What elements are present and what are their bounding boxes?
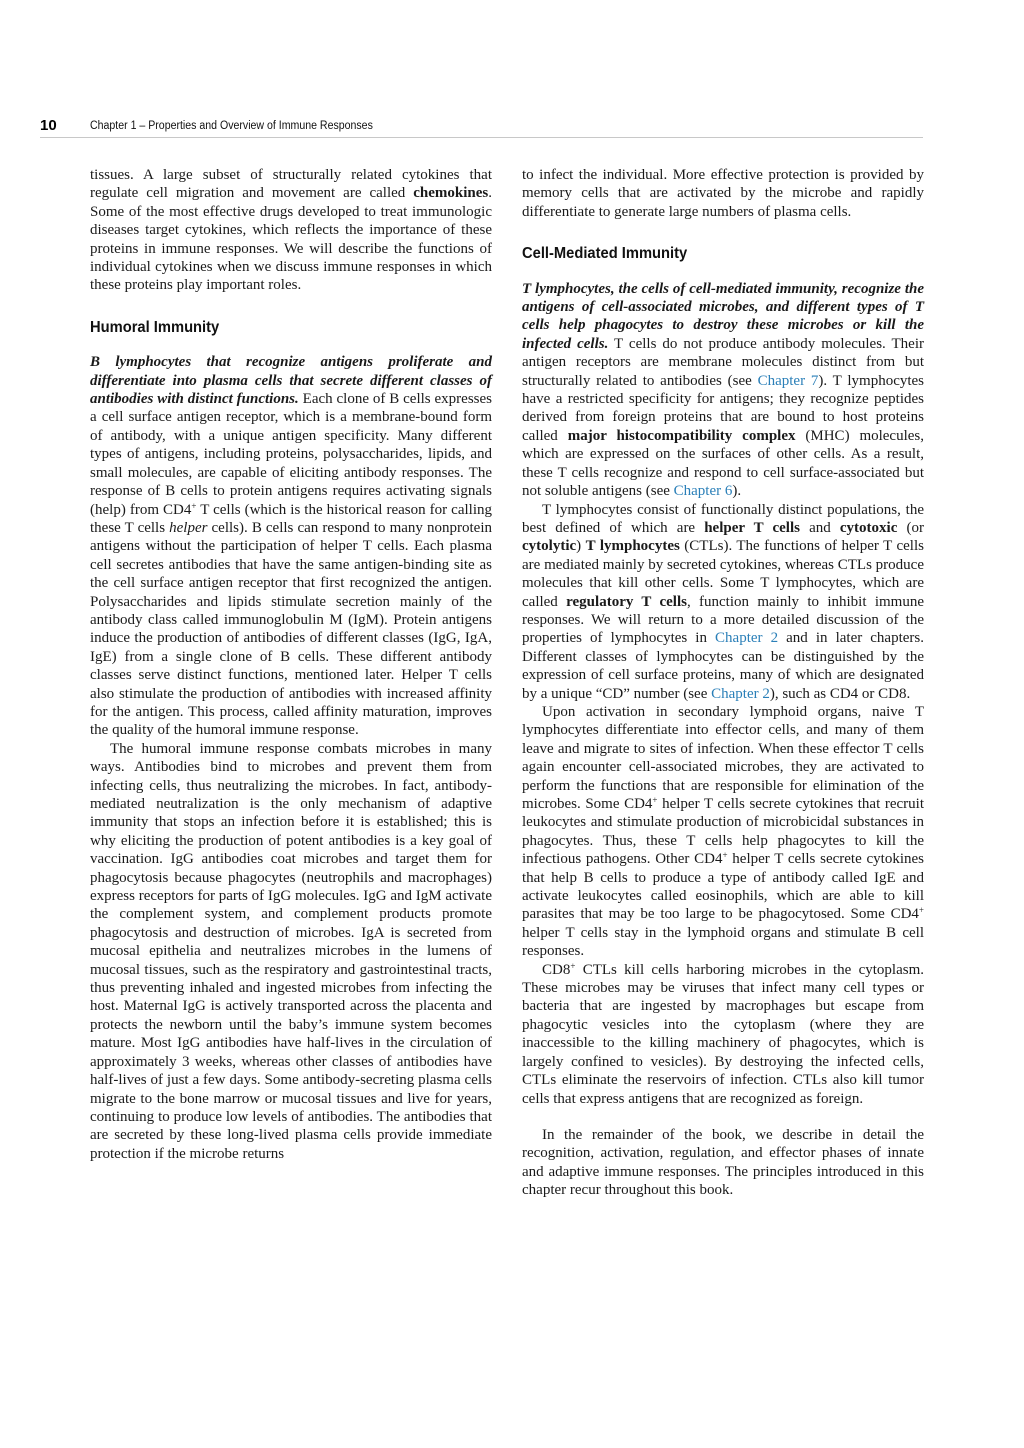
text-run: ). T lymphocytes have a restricted specificity for antigens; they recognize peptides derived from foreign proteins that are bound to host proteins called [522, 372, 925, 444]
superscript: + [570, 960, 576, 971]
superscript: + [918, 905, 924, 916]
text-run: and [799, 519, 840, 536]
text-run: T cells do not produce antibody molecules. Their antigen receptors are membrane molecules distinct from but structurally related to antibodies (see [522, 335, 924, 389]
term-t-lymphocytes: T lymphocytes [585, 538, 680, 555]
term-helper-t-cells: helper T cells [704, 519, 800, 536]
text-run: helper T cells secrete cytokines that help B cells to produce a type of antibody called IgE and activate leukocytes called eosinophils, which are able to kill parasites that may be too large to be phagocytosed. Some CD4 [522, 851, 924, 923]
term-mhc: major histocompatibility complex [567, 427, 796, 444]
text-run: (CTLs). The functions of helper T cells are mediated mainly by secreted cytokines, whereas CTLs produce molecules that kill other cells. Some T lymphocytes, which are called [522, 538, 924, 610]
heading-humoral-immunity: Humoral Immunity [90, 318, 220, 336]
text-run: ), such as CD4 or CD8. [769, 685, 911, 702]
paragraph-cd8-ctls [522, 961, 924, 1108]
text-run: cells). B cells can respond to many nonprotein antigens without the participation of helper T cells. Each plasma cell secretes antibodies that have the same antigen-binding site as the cell surface antigen receptor that first recognized the antigen. Polysaccharides and lipids stimulate secretion mainly of the antibody class called immunoglobulin M (IgM). Protein antigens induce the production of antibodies of different classes (IgG, IgA, IgE) from a single clone of B cells. These different antibody classes serve distinct functions, mentioned later. Helper T cells also stimulate the production of antibodies with increased affinity for the antigen. This process, called affinity maturation, improves the quality of the humoral immune response. [90, 519, 492, 739]
superscript: + [191, 500, 197, 511]
paragraph-remainder: In the remainder of the book, we describe in detail the recognition, activation, regulation, and effector phases of innate and adaptive immune responses. The principles introduced in this chapter recur throughout this book. [522, 1126, 924, 1199]
paragraph-t-lymphocytes [522, 280, 924, 501]
text-run: ) [576, 538, 586, 555]
paragraph-cytokines [90, 166, 492, 295]
text-run: and in later chapters. Different classes of lymphocytes can be distinguished by the expression of cell surface proteins, many of which are designated by a unique “CD” number (see [522, 630, 925, 702]
text-run: ). [732, 483, 742, 500]
paragraph-memory-cells: to infect the individual. More effective protection is provided by memory cells that are activated by the microbe and rapidly differentiate to generate large numbers of plasma cells. [522, 167, 924, 220]
link-chapter-6[interactable]: Chapter 6 [673, 483, 733, 500]
text-run: (MHC) molecules, which are expressed on the surfaces of other cells. As a result, these T cells recognize and respond to cell surface-associated but not soluble antigens (see [522, 427, 925, 500]
text-run: T lymphocytes consist of functionally distinct populations, the best defined of which are [522, 501, 924, 536]
link-chapter-2[interactable]: Chapter 2 [711, 685, 770, 702]
text-run: CD8 [542, 961, 571, 978]
heading-cell-mediated-immunity: Cell-Mediated Immunity [522, 245, 688, 263]
term-cytotoxic: cytotoxic [839, 519, 898, 536]
paragraph-b-lymphocytes [90, 353, 492, 740]
chapter-title: Chapter 1 – Properties and Overview of Immune Responses [90, 120, 373, 132]
text-run: CTLs kill cells harboring microbes in the cytoplasm. These microbes may be viruses that infect many cell types or bacteria that are ingested by macrophages but escape from phagocytic vesicles into the cytoplasm (where they are inaccessible to the killing machinery of phagocytes, which is largely confined to vesicles). By destroying the infected cells, CTLs eliminate the reservoirs of infection. CTLs also kill tumor cells that express antigens that are recognized as foreign. [522, 961, 924, 1107]
lead-sentence: B lymphocytes that recognize antigens proliferate and differentiate into plasma cells that secrete different classes of antibodies with distinct functions. [90, 354, 492, 408]
lead-sentence: T lymphocytes, the cells of cell-mediated immunity, recognize the antigens of cell-associated microbes, and different types of T cells help phagocytes to destroy these microbes or kill the infected cells. [522, 280, 924, 352]
superscript: + [652, 795, 658, 805]
paragraph-t-cell-populations [522, 501, 924, 703]
text-run: T cells (which is the historical reason for calling these T cells [90, 501, 492, 536]
term-chemokines: chemokines [413, 185, 489, 202]
text-run: Upon activation in secondary lymphoid organs, naive T lymphocytes differentiate into effector cells, and many of them leave and migrate to sites of infection. When these effector T cells again encounter cell-associated microbes, they are activated to perform the functions that are responsible for elimination of the microbes. Some CD4 [522, 703, 924, 812]
text-run: helper T cells secrete cytokines that recruit leukocytes and stimulate production of microbicidal substances in phagocytes. Thus, these T cells help phagocytes to kill the infectious pathogens. Other CD4 [522, 796, 924, 868]
text-run: , function mainly to inhibit immune responses. We will return to a more detailed discussion of the properties of lymphocytes in [522, 593, 924, 647]
text-run: Each clone of B cells expresses a cell surface antigen receptor, which is a membrane-bound form of antibody, with a unique antigen specificity. Many different types of antigens, including proteins, polysaccharides, lipids, and small molecules, are capable of eliciting antibody responses. The response of B cells to protein antigens requires activating signals (help) from CD4 [90, 391, 492, 518]
term-cytolytic: cytolytic [522, 538, 577, 555]
running-head [40, 117, 923, 138]
paragraph-activation [522, 703, 924, 961]
term-regulatory-t-cells: regulatory T cells [566, 593, 687, 610]
page-number: 10 [40, 117, 57, 134]
link-chapter-7[interactable]: Chapter 7 [757, 372, 819, 389]
text-run: . Some of the most effective drugs developed to treat immunologic diseases target cytokines, which reflects the importance of these proteins in immune responses. We will describe the functions of individual cytokines when we discuss immune responses in which these proteins play important roles. [90, 185, 492, 294]
text-run: (or [897, 519, 924, 536]
superscript: + [722, 850, 728, 861]
right-column [522, 166, 924, 1200]
left-column [90, 166, 492, 1163]
link-chapter-2[interactable]: Chapter 2 [715, 630, 779, 647]
text-run: helper T cells stay in the lymphoid organs and stimulate B cell responses. [522, 924, 924, 960]
text-run: tissues. A large subset of structurally related cytokines that regulate cell migration and movement are called [90, 167, 492, 202]
paragraph-humoral-response: The humoral immune response combats microbes in many ways. Antibodies bind to microbes and prevent them from infecting cells, thus neutralizing the microbes. In fact, antibody-mediated neutralization is the only mechanism of adaptive immunity that stops an infection before it is established; this is why eliciting the production of potent antibodies is a key goal of vaccination. IgG antibodies coat microbes and target them for phagocytosis because phagocytes (neutrophils and macrophages) express receptors for parts of IgG molecules. IgG and IgM activate the complement system, and complement products promote phagocytosis and destruction of microbes. IgA is secreted from mucosal epithelia and neutralizes microbes in the lumens of mucosal tissues, such as the respiratory and gastrointestinal tracts, thus preventing inhaled and ingested microbes from infecting the host. Maternal IgG is actively transported across the placenta and protects the newborn until the baby’s immune system becomes mature. Most IgG antibodies have half-lives in the circulation of approximately 3 weeks, whereas other classes of antibodies have half-lives of just a few days. Some antibody-secreting plasma cells migrate to the bone marrow or mucosal tissues and live for years, continuing to produce low levels of antibodies. The antibodies that are secreted by these long-lived plasma cells provide immediate protection if the microbe returns [90, 740, 492, 1162]
italic-helper: helper [169, 519, 208, 536]
